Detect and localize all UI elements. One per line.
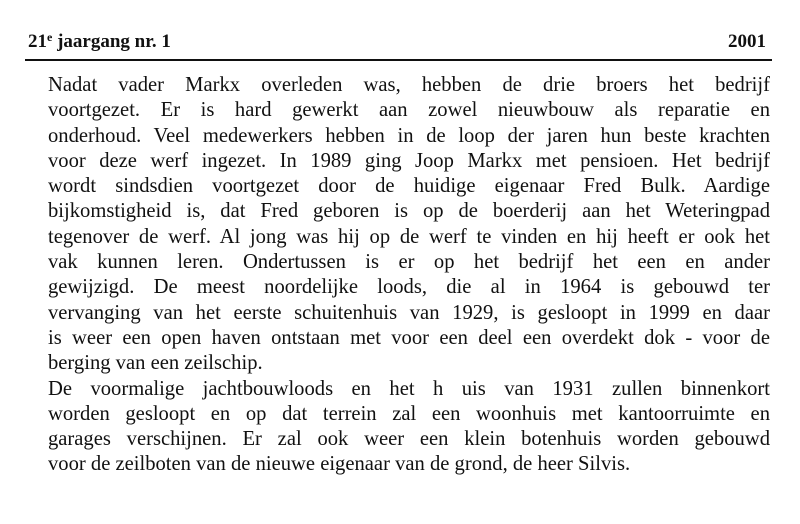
article-body xyxy=(48,73,770,478)
text-line: bijkomstigheid is, dat Fred geboren is op de boerderij aan het Weteringpad xyxy=(48,200,770,223)
issue-label: 21e jaargang nr. 1 xyxy=(28,30,171,52)
text-line: Nadat vader Markx overleden was, hebben de drie broers het bedrijf xyxy=(48,74,770,96)
text-line: worden gesloopt en op dat terrein zal een woonhuis met kantoorruimte en xyxy=(48,402,770,425)
paragraph-1 xyxy=(48,73,770,377)
year-label: 2001 xyxy=(728,31,766,52)
text-line: vak kunnen leren. Ondertussen is er op het bedrijf het een en ander xyxy=(48,251,770,274)
text-line: berging van een zeilschip. xyxy=(48,352,263,375)
text-line: voor deze werf ingezet. In 1989 ging Joop Markx met pensioen. Het bedrijf xyxy=(48,149,770,172)
text-line: tegenover de werf. Al jong was hij op de werf te vinden en hij heeft er ook het xyxy=(48,225,770,248)
text-line: voortgezet. Er is hard gewerkt aan zowel nieuwbouw als reparatie en xyxy=(48,99,770,122)
text-line: gewijzigd. De meest noordelijke loods, die al in 1964 is gebouwd ter xyxy=(48,276,770,299)
page-header xyxy=(28,31,766,57)
text-line: garages verschijnen. Er zal ook weer een klein botenhuis worden gebouwd xyxy=(48,428,770,451)
text-line: onderhoud. Veel medewerkers hebben in de loop der jaren hun beste krachten xyxy=(48,124,770,147)
text-line: vervanging van het eerste schuitenhuis van 1929, is gesloopt in 1999 en daar xyxy=(48,301,770,324)
text-line: De voormalige jachtbouwloods en het h uis van 1931 zullen binnenkort xyxy=(48,377,770,400)
text-line: is weer een open haven ontstaan met voor een deel een overdekt dok - voor de xyxy=(48,326,770,349)
text-line: wordt sindsdien voortgezet door de huidige eigenaar Fred Bulk. Aardige xyxy=(48,175,770,198)
paragraph-2 xyxy=(48,377,770,478)
header-divider xyxy=(25,59,772,61)
text-line: voor de zeilboten van de nieuwe eigenaar van de grond, de heer Silvis. xyxy=(48,453,631,476)
